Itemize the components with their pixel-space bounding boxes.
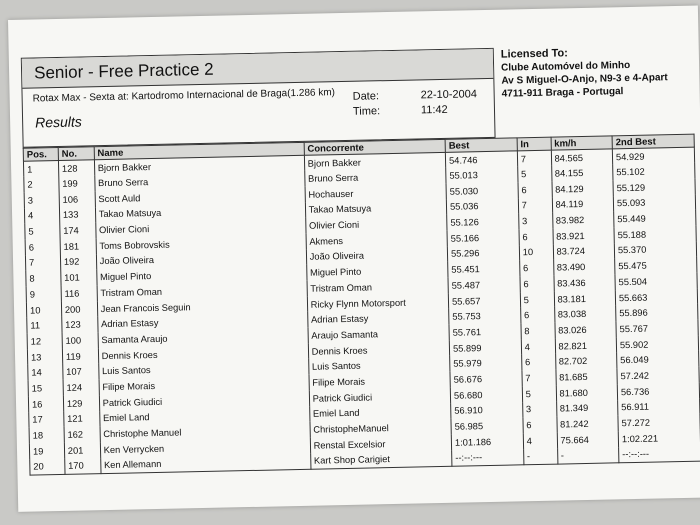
cell-best: 56.680 <box>450 386 522 403</box>
cell-kmh: - <box>557 447 619 464</box>
cell-pos: 11 <box>27 317 62 333</box>
cell-second-best: 55.663 <box>615 288 697 305</box>
results-sheet <box>8 6 700 512</box>
cell-best: --:--:--- <box>452 449 524 466</box>
cell-second-best: 55.102 <box>613 163 695 180</box>
cell-best: 55.126 <box>447 214 519 231</box>
licence-city: 4711-911 Braga - Portugal <box>501 86 624 100</box>
cell-pos: 6 <box>25 239 60 255</box>
event-description: Rotax Max - Sexta at: Kartodromo Internacional de Braga(1.286 km) <box>32 87 336 105</box>
cell-no: 133 <box>59 207 95 223</box>
cell-best: 55.166 <box>447 229 519 246</box>
cell-best: 55.296 <box>447 245 519 262</box>
cell-pos: 13 <box>27 349 62 365</box>
cell-kmh: 83.436 <box>554 274 616 291</box>
cell-second-best: 55.370 <box>614 241 696 258</box>
licence-address: Av S Miguel-O-Anjo, N9-3 e 4-Apart <box>501 72 668 87</box>
cell-no: 192 <box>60 254 96 270</box>
cell-second-best: 55.504 <box>615 273 697 290</box>
cell-name: Filipe Morais <box>99 375 309 395</box>
cell-kmh: 75.664 <box>557 431 619 448</box>
cell-no: 121 <box>64 411 100 427</box>
session-title: Senior - Free Practice 2 <box>22 49 494 89</box>
cell-no: 128 <box>58 160 94 176</box>
cell-in: 7 <box>518 197 552 213</box>
cell-pos: 12 <box>27 333 62 349</box>
cell-in: 3 <box>522 401 556 417</box>
cell-name: Patrick Giudici <box>99 391 309 411</box>
cell-best: 55.657 <box>448 292 520 309</box>
cell-pos: 3 <box>24 192 59 208</box>
cell-pos: 17 <box>29 411 64 427</box>
cell-name: Emiel Land <box>99 406 309 426</box>
col-in: In <box>517 137 551 151</box>
cell-no: 106 <box>59 191 95 207</box>
time-label: Time: <box>352 105 381 118</box>
cell-kmh: 84.565 <box>551 149 613 166</box>
results-body <box>23 147 700 475</box>
cell-kmh: 83.921 <box>553 227 615 244</box>
cell-best: 54.746 <box>445 151 517 168</box>
cell-name: Ken Verrycken <box>100 438 310 458</box>
cell-name: Adrian Estasy <box>97 312 307 332</box>
cell-name: Ken Allemann <box>100 453 310 473</box>
col-no: No. <box>58 147 94 161</box>
cell-second-best: 55.129 <box>613 179 695 196</box>
cell-in: - <box>523 448 557 464</box>
cell-concorrente: ChristopheManuel <box>310 419 452 438</box>
col-pos: Pos. <box>23 147 58 161</box>
cell-concorrente: Kart Shop Carigiet <box>310 450 452 469</box>
cell-concorrente: Bruno Serra <box>304 168 446 187</box>
cell-second-best: 57.272 <box>618 414 700 431</box>
cell-pos: 7 <box>25 255 60 271</box>
cell-kmh: 84.155 <box>551 165 613 182</box>
cell-name: Tristram Oman <box>97 281 307 301</box>
cell-second-best: 55.093 <box>613 194 695 211</box>
cell-no: 200 <box>61 301 97 317</box>
cell-in: 6 <box>519 229 553 245</box>
cell-best: 56.985 <box>451 417 523 434</box>
col-concorrente: Concorrente <box>304 139 446 155</box>
cell-pos: 5 <box>25 223 60 239</box>
cell-in: 5 <box>517 166 551 182</box>
cell-in: 7 <box>517 150 551 166</box>
results-table <box>23 134 700 476</box>
cell-name: Bjorn Bakker <box>94 155 304 175</box>
cell-in: 4 <box>523 432 557 448</box>
cell-name: Toms Bobrovskis <box>96 234 306 254</box>
cell-in: 6 <box>520 307 554 323</box>
cell-in: 6 <box>518 182 552 198</box>
cell-kmh: 81.680 <box>556 384 618 401</box>
cell-no: 100 <box>62 332 98 348</box>
cell-kmh: 84.129 <box>552 180 614 197</box>
cell-second-best: --:--:--- <box>619 445 700 462</box>
cell-best: 55.030 <box>446 182 518 199</box>
cell-best: 55.753 <box>449 308 521 325</box>
cell-in: 6 <box>520 276 554 292</box>
cell-kmh: 82.702 <box>555 353 617 370</box>
cell-no: 129 <box>63 395 99 411</box>
cell-concorrente: Ricky Flynn Motorsport <box>307 294 449 313</box>
cell-second-best: 55.188 <box>614 226 696 243</box>
cell-best: 55.451 <box>448 261 520 278</box>
cell-best: 55.036 <box>446 198 518 215</box>
cell-concorrente: Dennis Kroes <box>308 341 450 360</box>
cell-best: 55.013 <box>446 167 518 184</box>
cell-in: 4 <box>521 338 555 354</box>
cell-kmh: 83.982 <box>552 212 614 229</box>
cell-name: Scott Auld <box>95 187 305 207</box>
cell-best: 55.761 <box>449 323 521 340</box>
cell-second-best: 54.929 <box>612 147 694 164</box>
cell-pos: 16 <box>28 396 63 412</box>
cell-name: João Oliveira <box>96 249 306 269</box>
cell-name: Luis Santos <box>98 359 308 379</box>
cell-concorrente: Adrian Estasy <box>307 309 449 328</box>
cell-kmh: 83.724 <box>553 243 615 260</box>
cell-concorrente: Luis Santos <box>308 356 450 375</box>
cell-kmh: 83.181 <box>554 290 616 307</box>
cell-no: 199 <box>59 175 95 191</box>
cell-concorrente: Tristram Oman <box>307 278 449 297</box>
cell-pos: 4 <box>24 208 59 224</box>
cell-best: 56.676 <box>450 370 522 387</box>
cell-second-best: 55.896 <box>616 304 698 321</box>
date-label: Date: <box>352 90 380 103</box>
date-value: 22-10-2004 <box>420 88 478 102</box>
cell-concorrente: Miguel Pinto <box>306 262 448 281</box>
cell-pos: 9 <box>26 286 61 302</box>
cell-pos: 20 <box>30 458 65 474</box>
cell-pos: 15 <box>28 380 63 396</box>
cell-best: 55.979 <box>450 355 522 372</box>
cell-no: 174 <box>60 222 96 238</box>
results-label: Results <box>34 113 82 131</box>
cell-name: Dennis Kroes <box>98 344 308 364</box>
col-second-best: 2nd Best <box>612 134 694 149</box>
cell-concorrente: Olivier Cioni <box>305 215 447 234</box>
cell-best: 55.899 <box>449 339 521 356</box>
cell-second-best: 56.049 <box>617 351 699 368</box>
licence-heading: Licensed To: <box>500 47 568 61</box>
cell-second-best: 55.475 <box>615 257 697 274</box>
cell-name: Jean Francois Seguin <box>97 296 307 316</box>
cell-name: Takao Matsuya <box>95 202 305 222</box>
cell-second-best: 56.911 <box>618 398 700 415</box>
cell-concorrente: Bjorn Bakker <box>304 152 446 171</box>
cell-name: Bruno Serra <box>94 171 304 191</box>
cell-no: 107 <box>63 364 99 380</box>
col-best: Best <box>445 138 517 152</box>
cell-pos: 18 <box>29 427 64 443</box>
cell-no: 181 <box>60 238 96 254</box>
cell-kmh: 83.026 <box>554 321 616 338</box>
cell-concorrente: Hochauser <box>305 184 447 203</box>
cell-kmh: 84.119 <box>552 196 614 213</box>
cell-second-best: 56.736 <box>617 382 699 399</box>
col-kmh: km/h <box>551 136 613 150</box>
cell-name: Samanta Araujo <box>98 328 308 348</box>
cell-no: 170 <box>65 458 101 474</box>
cell-concorrente: Araujo Samanta <box>308 325 450 344</box>
cell-no: 124 <box>63 379 99 395</box>
cell-pos: 8 <box>26 270 61 286</box>
cell-concorrente: Renstal Excelsior <box>310 435 452 454</box>
cell-in: 5 <box>520 291 554 307</box>
date-time-block <box>353 87 478 120</box>
cell-no: 123 <box>62 317 98 333</box>
cell-in: 6 <box>523 417 557 433</box>
cell-name: Olivier Cioni <box>95 218 305 238</box>
cell-in: 3 <box>518 213 552 229</box>
licence-club: Clube Automóvel do Minho <box>501 59 631 74</box>
cell-kmh: 81.685 <box>555 368 617 385</box>
cell-in: 6 <box>519 260 553 276</box>
cell-best: 1:01.186 <box>451 433 523 450</box>
cell-name: Christophe Manuel <box>100 422 310 442</box>
cell-kmh: 83.490 <box>553 259 615 276</box>
cell-second-best: 57.242 <box>617 367 699 384</box>
cell-no: 201 <box>64 442 100 458</box>
cell-concorrente: Takao Matsuya <box>305 199 447 218</box>
cell-concorrente: Akmens <box>306 231 448 250</box>
cell-best: 56.910 <box>451 402 523 419</box>
cell-pos: 14 <box>28 364 63 380</box>
cell-second-best: 1:02.221 <box>618 429 700 446</box>
cell-kmh: 81.242 <box>556 416 618 433</box>
cell-name: Miguel Pinto <box>96 265 306 285</box>
cell-pos: 1 <box>23 160 58 176</box>
cell-no: 162 <box>64 426 100 442</box>
cell-no: 119 <box>62 348 98 364</box>
licence-block <box>495 41 697 120</box>
cell-second-best: 55.449 <box>614 210 696 227</box>
col-name: Name <box>94 142 304 159</box>
cell-concorrente: Emiel Land <box>309 403 451 422</box>
cell-pos: 19 <box>29 443 64 459</box>
cell-kmh: 82.821 <box>555 337 617 354</box>
cell-in: 10 <box>519 244 553 260</box>
cell-in: 8 <box>521 323 555 339</box>
cell-best: 55.487 <box>448 276 520 293</box>
cell-no: 101 <box>61 270 97 286</box>
cell-in: 5 <box>522 385 556 401</box>
cell-no: 116 <box>61 285 97 301</box>
cell-kmh: 83.038 <box>554 306 616 323</box>
cell-in: 6 <box>521 354 555 370</box>
cell-in: 7 <box>522 370 556 386</box>
cell-pos: 2 <box>24 176 59 192</box>
cell-concorrente: Patrick Giudici <box>309 388 451 407</box>
time-value: 11:42 <box>420 103 448 117</box>
cell-concorrente: Filipe Morais <box>309 372 451 391</box>
cell-concorrente: João Oliveira <box>306 246 448 265</box>
cell-kmh: 81.349 <box>556 400 618 417</box>
header-box <box>21 48 496 148</box>
cell-second-best: 55.767 <box>616 320 698 337</box>
cell-pos: 10 <box>26 302 61 318</box>
cell-second-best: 55.902 <box>616 335 698 352</box>
